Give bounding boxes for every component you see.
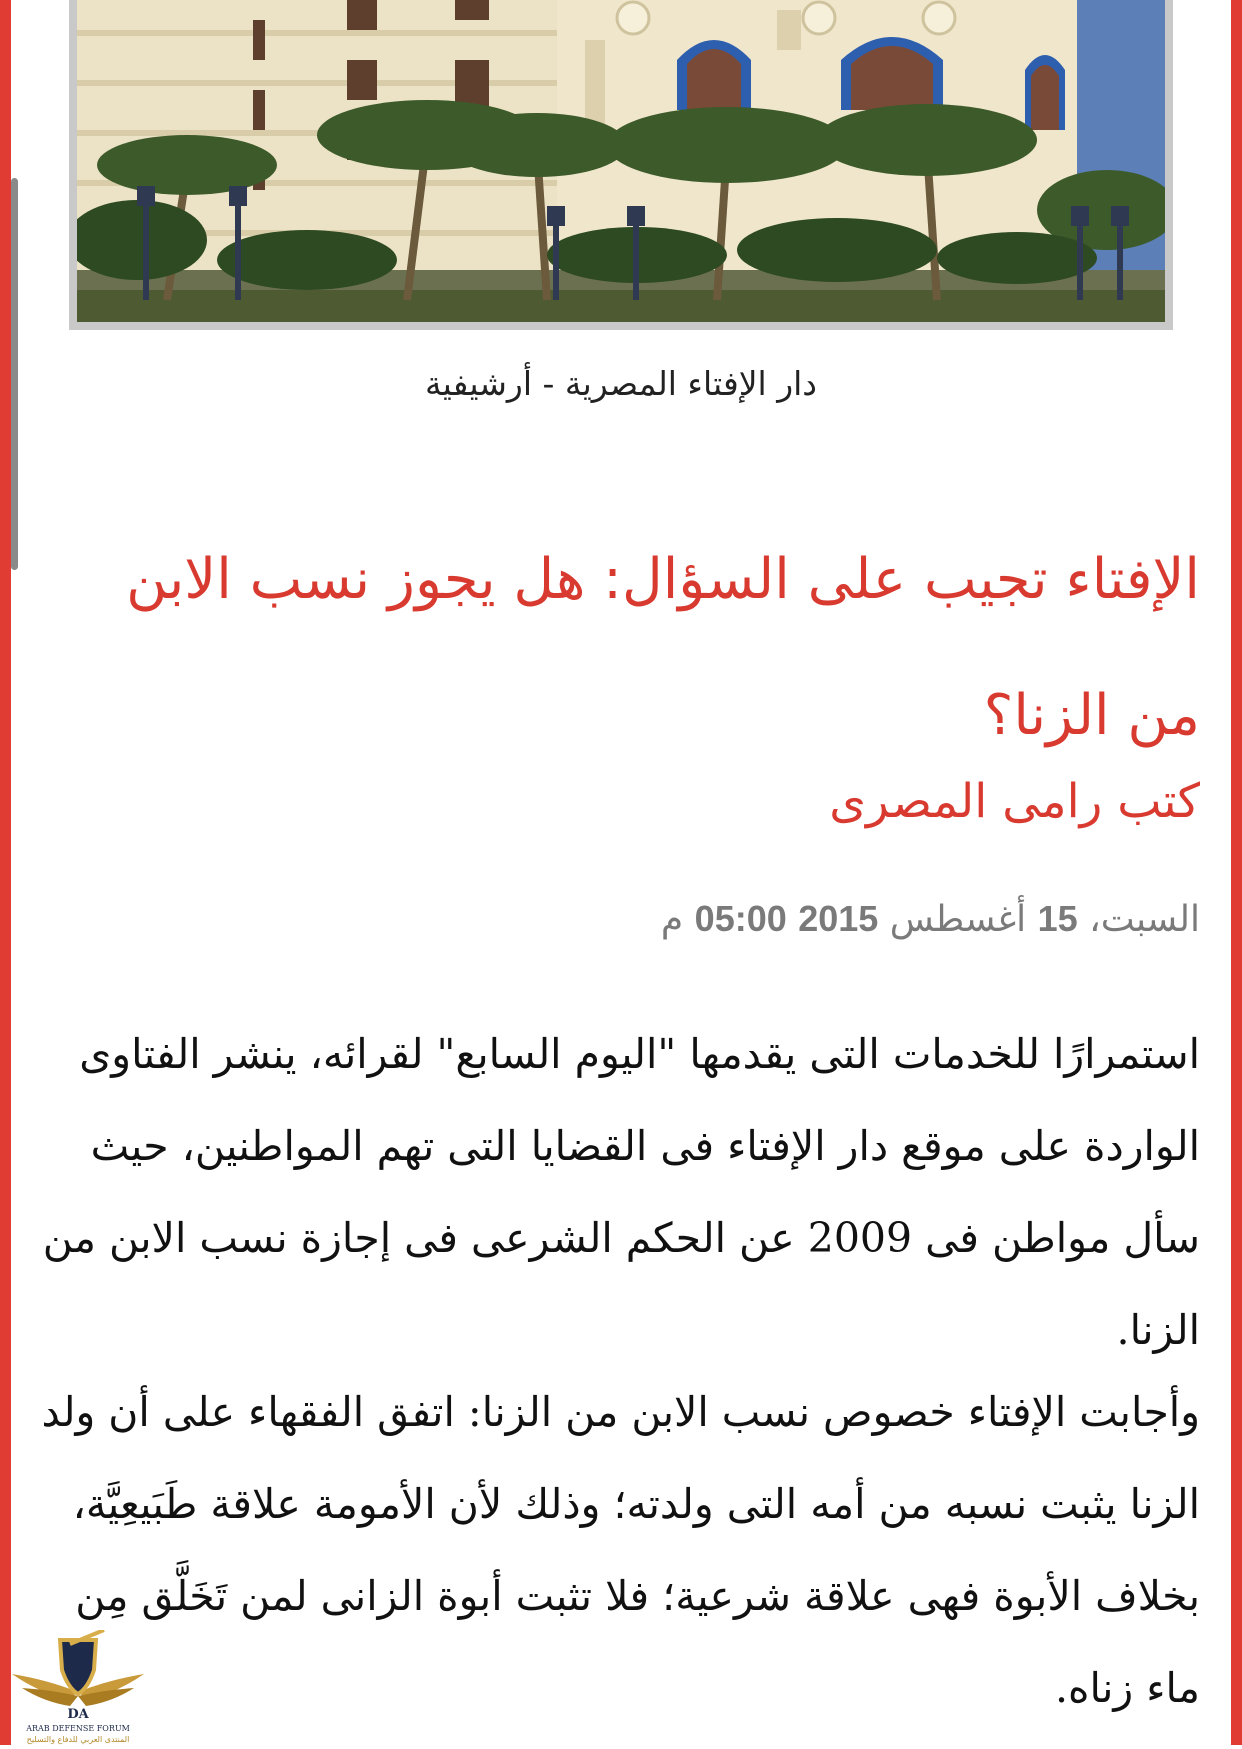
building-photo <box>77 0 1165 322</box>
date-day-name: السبت، <box>1089 899 1200 940</box>
red-frame-right <box>1231 0 1242 1745</box>
date-day: 15 <box>1037 898 1078 939</box>
date-period: م <box>660 899 684 940</box>
date-year: 2015 <box>798 898 879 939</box>
date-month: أغسطس <box>889 899 1027 940</box>
article-paragraph: وأجابت الإفتاء خصوص نسب الابن من الزنا: اتفق الفقهاء على أن ولد الزنا يثبت نسبه من أمه التى ولدته؛ وذلك لأن الأمومة علاقة طَبَيعِيَّة، بخلاف الأبوة فهى علاقة شرعية؛ فلا تثبت أبوة الزانى لمن تَخَلَّق مِن ماء زناه. <box>41 1388 1200 1712</box>
watermark-name-en: ARAB DEFENSE FORUM <box>26 1724 130 1733</box>
watermark-initials: DA <box>67 1707 89 1722</box>
building-photo-icon <box>77 0 1165 322</box>
watermark-name-ar: المنتدى العربي للدفاع والتسليح <box>26 1735 130 1744</box>
article-image-frame <box>69 0 1173 330</box>
image-caption: دار الإفتاء المصرية - أرشيفية <box>424 364 818 403</box>
arab-defense-forum-logo-icon <box>8 1630 148 1745</box>
red-frame-left <box>0 0 11 1745</box>
article-author: كتب رامى المصرى <box>829 774 1200 829</box>
article-paragraph: استمرارًا للخدمات التى يقدمها "اليوم السابع" لقرائه، ينشر الفتاوى الواردة على موقع دار الإفتاء فى القضايا التى تهم المواطنين، حيث سأل مواطن فى 2009 عن الحكم الشرعى فى إجازة نسب الابن من الزنا. <box>42 1030 1200 1354</box>
watermark-logo <box>8 1630 148 1745</box>
article-dateline <box>40 898 1200 940</box>
article-headline: الإفتاء تجيب على السؤال: هل يجوز نسب الابن من الزنا؟ <box>126 547 1200 748</box>
date-time: 05:00 <box>694 898 787 939</box>
